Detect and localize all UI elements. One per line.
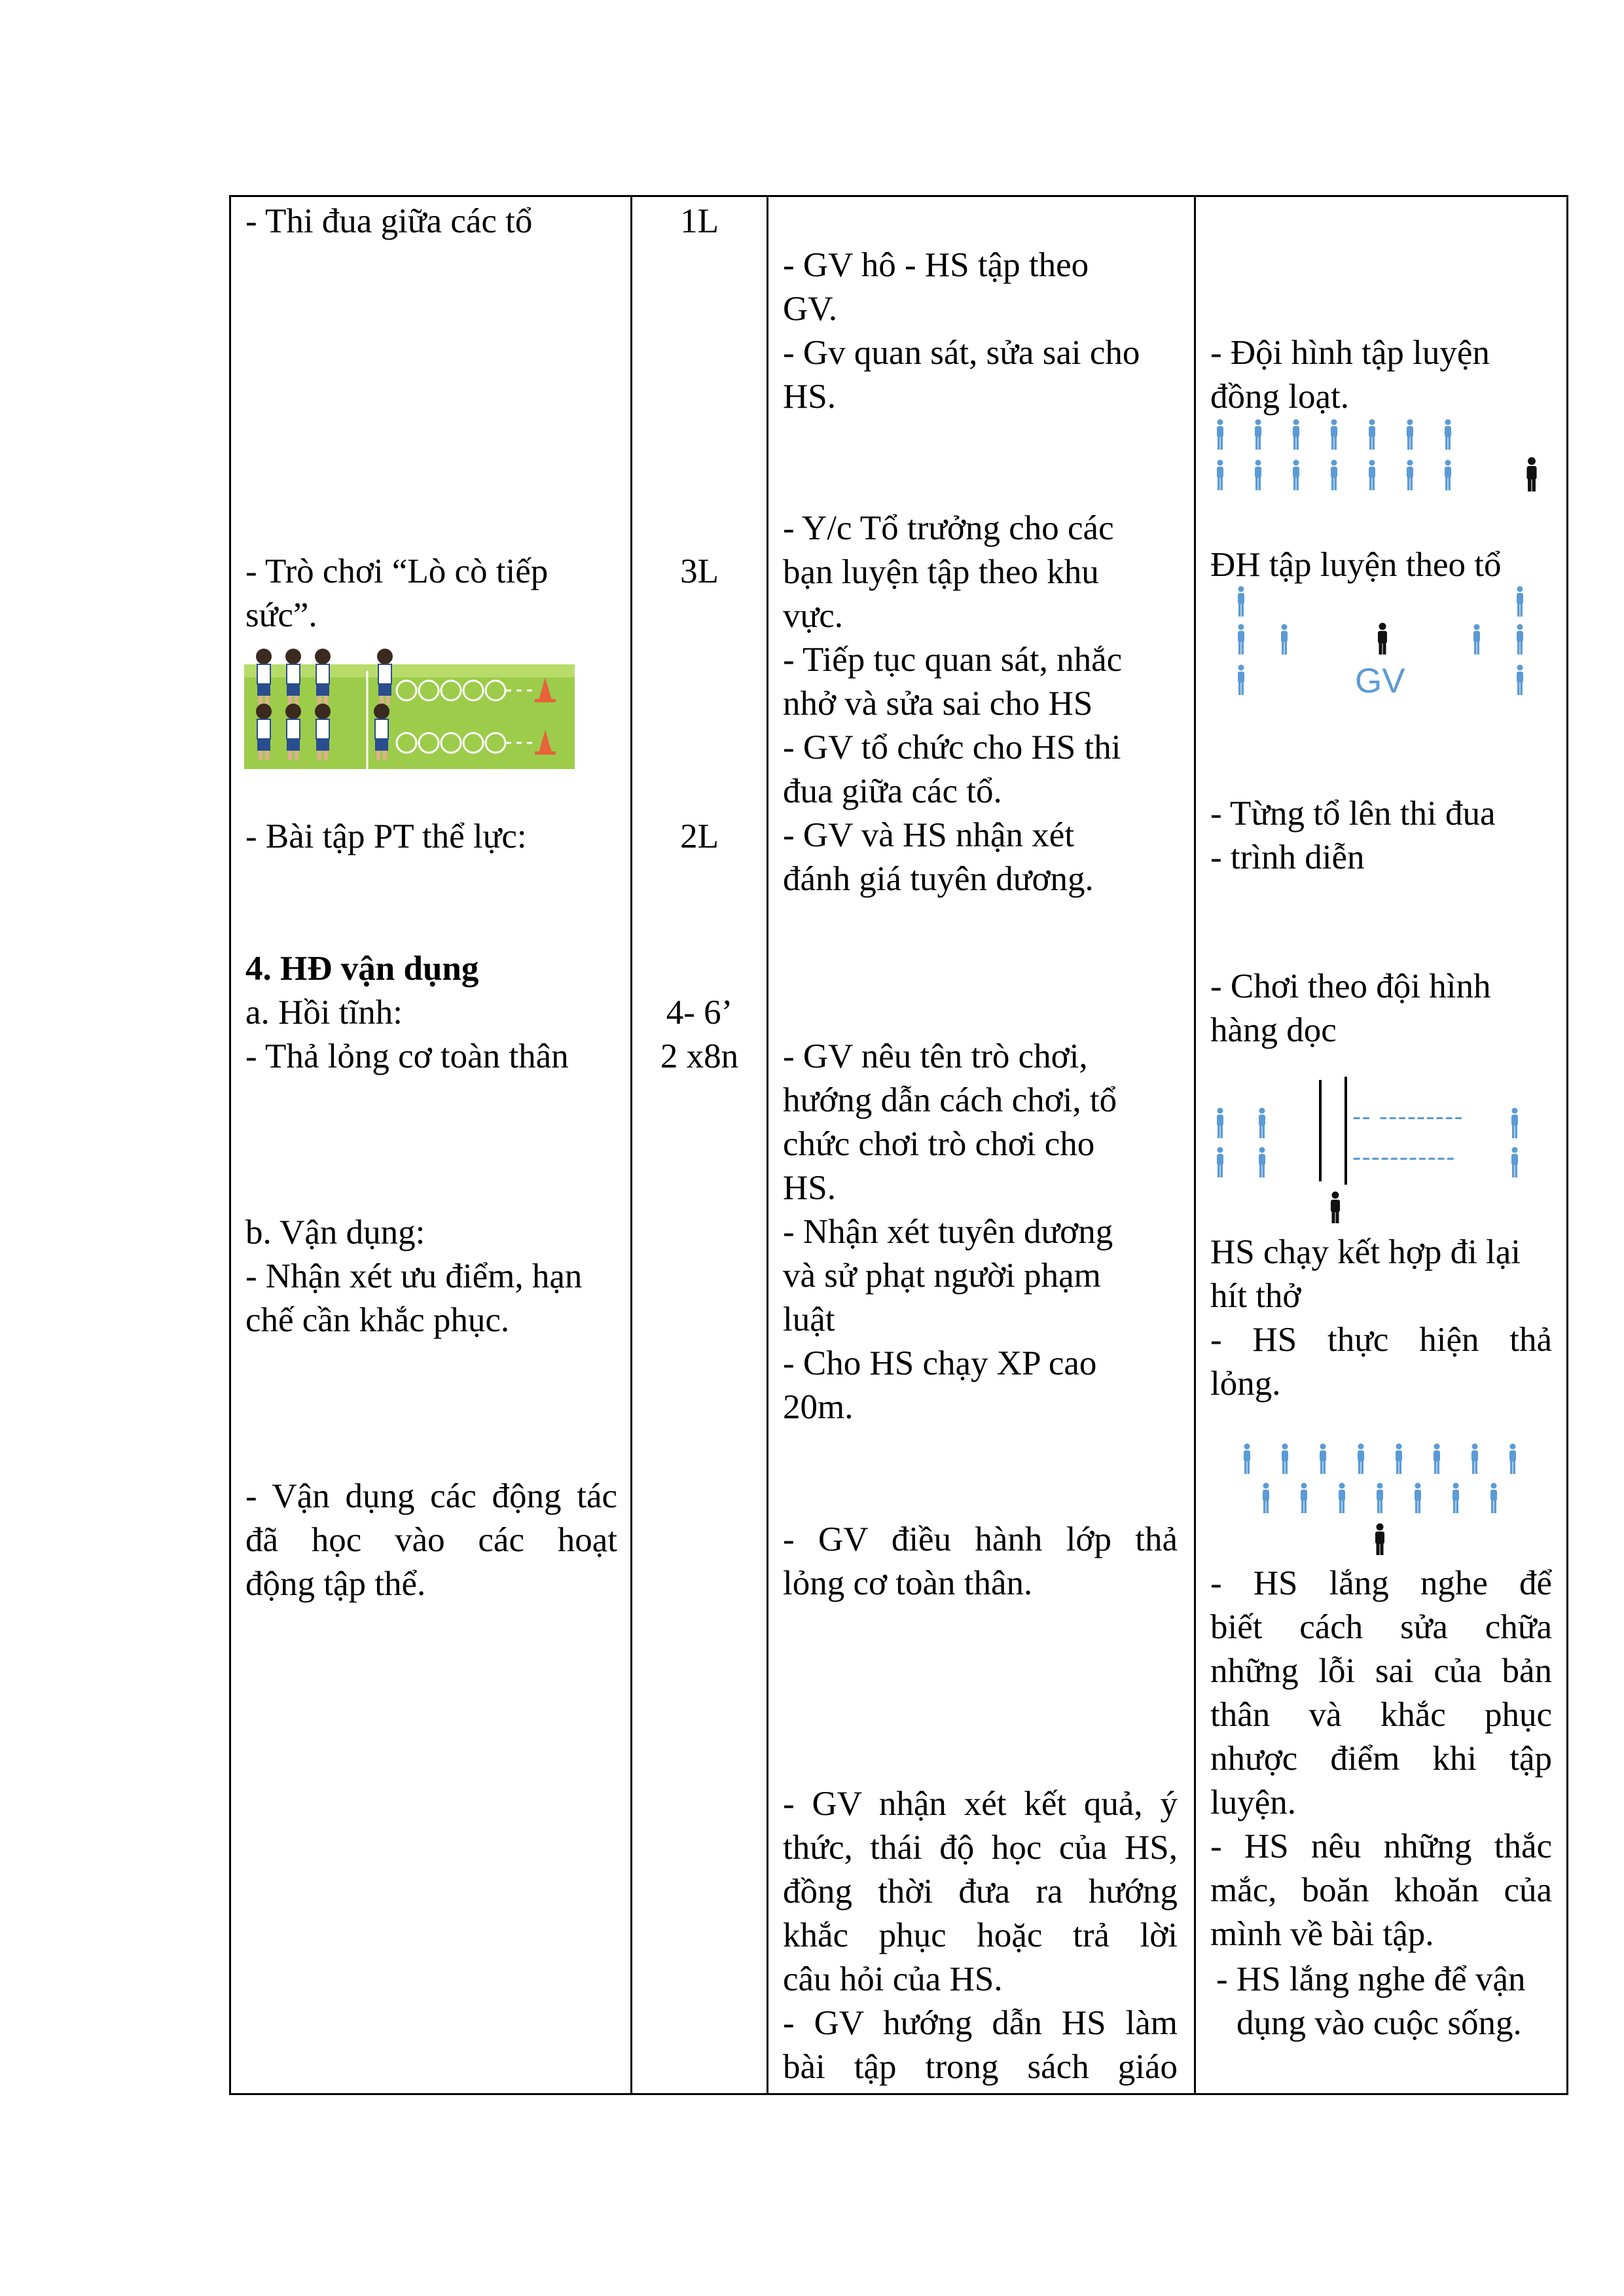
org-line: đồng loạt. [1210,378,1349,416]
content-nhan-xet-line1: - Nhận xét ưu điểm, hạn [245,1257,583,1295]
method-line: 20m. [783,1388,854,1426]
org-line: - Từng tổ lên thi đua [1210,795,1496,833]
formation-gv-label: GV [1355,662,1405,700]
relay-dashes-top: -- --------- [1352,1102,1464,1131]
content-bai-tap: - Bài tập PT thể lực: [245,817,527,855]
content-van-dung-dt-line1: - Vận dụng các động tác [245,1477,617,1515]
method-line: GV. [783,290,837,328]
org-line: lỏng. [1210,1365,1281,1403]
content-van-dung: b. Vận dụng: [245,1213,425,1251]
formation-synchronized-diagram [1210,419,1551,494]
method-line: và sử phạt người phạm [783,1257,1101,1295]
column-divider [630,195,632,2095]
method-line: - GV nhận xét kết quả, ý [783,1785,1178,1823]
method-line: - Cho HS chạy XP cao [783,1344,1097,1382]
method-line: - GV tổ chức cho HS thi [783,728,1121,766]
org-line: thân và khắc phục [1210,1696,1552,1734]
org-line: luyện. [1210,1784,1296,1821]
method-line: đồng thời đưa ra hướng [783,1873,1178,1910]
method-line: - Y/c Tổ trưởng cho các [783,509,1114,547]
dosage-reps: 2 x8n [660,1037,739,1075]
content-van-dung-dt-line3: động tập thể. [245,1565,426,1603]
org-line: - HS lắng nghe để vận [1216,1960,1526,1998]
formation-cooldown-diagram [1210,1443,1551,1564]
relay-dashes-bottom: ----------- [1352,1143,1456,1172]
method-line: lỏng cơ toàn thân. [783,1564,1033,1602]
org-line: - Chơi theo đội hình [1210,967,1491,1005]
org-line: HS chạy kết hợp đi lại [1210,1233,1521,1271]
column-divider [1194,195,1196,2095]
method-line: - Gv quan sát, sửa sai cho [783,334,1140,372]
method-line: - Tiếp tục quan sát, nhắc [783,641,1123,679]
org-line: - trình diễn [1210,838,1365,876]
method-line: thức, thái độ học của HS, [783,1829,1178,1867]
content-tro-choi-line1: - Trò chơi “Lò cò tiếp [245,552,549,590]
method-line: vực. [783,597,843,635]
method-line: - GV hô - HS tập theo [783,246,1089,284]
content-nhan-xet-line2: chế cần khắc phục. [245,1301,510,1339]
method-line: đua giữa các tổ. [783,772,1002,810]
org-line: - HS nêu những thắc [1210,1827,1552,1865]
content-van-dung-dt-line2: đã học vào các hoạt [245,1521,617,1559]
org-line: - Đội hình tập luyện [1210,334,1490,372]
org-line: hàng dọc [1210,1011,1337,1049]
org-line: nhược điểm khi tập [1210,1740,1552,1778]
method-line: - GV nêu tên trò chơi, [783,1037,1088,1075]
method-line: nhở và sửa sai cho HS [783,685,1093,723]
dosage-1l: 1L [680,202,719,240]
method-line: HS. [783,378,837,416]
content-tha-long: - Thả lỏng cơ toàn thân [245,1037,569,1075]
org-line: - HS lắng nghe để [1210,1564,1552,1602]
dosage-time: 4- 6’ [666,994,733,1031]
column-divider [767,195,768,2095]
method-line: bạn luyện tập theo khu [783,553,1099,591]
method-line: - GV hướng dẫn HS làm [783,2004,1178,2042]
method-line: - GV và HS nhận xét [783,816,1075,854]
content-tro-choi-line2: sức”. [245,596,317,634]
method-line: đánh giá tuyên dương. [783,860,1094,898]
method-line: hướng dẫn cách chơi, tổ [783,1081,1117,1119]
org-line: - HS thực hiện thả [1210,1321,1552,1359]
method-line: bài tập trong sách giáo [783,2048,1178,2086]
method-line: - Nhận xét tuyên dương [783,1213,1113,1251]
dosage-2l: 2L [680,817,719,855]
method-line: luật [783,1300,835,1338]
method-line: HS. [783,1169,837,1207]
org-line: ĐH tập luyện theo tổ [1210,546,1502,584]
content-hoi-tinh: a. Hồi tĩnh: [245,994,403,1031]
method-line: chức chơi trò chơi cho [783,1125,1095,1163]
org-line: những lỗi sai của bản [1210,1652,1552,1690]
org-line: biết cách sửa chữa [1210,1608,1552,1646]
method-line: - GV điều hành lớp thả [783,1520,1178,1558]
hopscotch-relay-illustration [244,638,575,769]
section-title-hd-van-dung: 4. HĐ vận dụng [245,950,479,988]
org-line: mình về bài tập. [1210,1915,1434,1953]
org-line: hít thở [1210,1277,1301,1315]
content-thi-dua: - Thi đua giữa các tổ [245,202,533,240]
method-line: câu hỏi của HS. [783,1960,1003,1998]
org-line: dụng vào cuộc sống. [1236,2004,1522,2042]
dosage-3l: 3L [680,552,719,590]
org-line: mắc, boăn khoăn của [1210,1871,1552,1909]
method-line: khắc phục hoặc trả lời [783,1916,1178,1954]
